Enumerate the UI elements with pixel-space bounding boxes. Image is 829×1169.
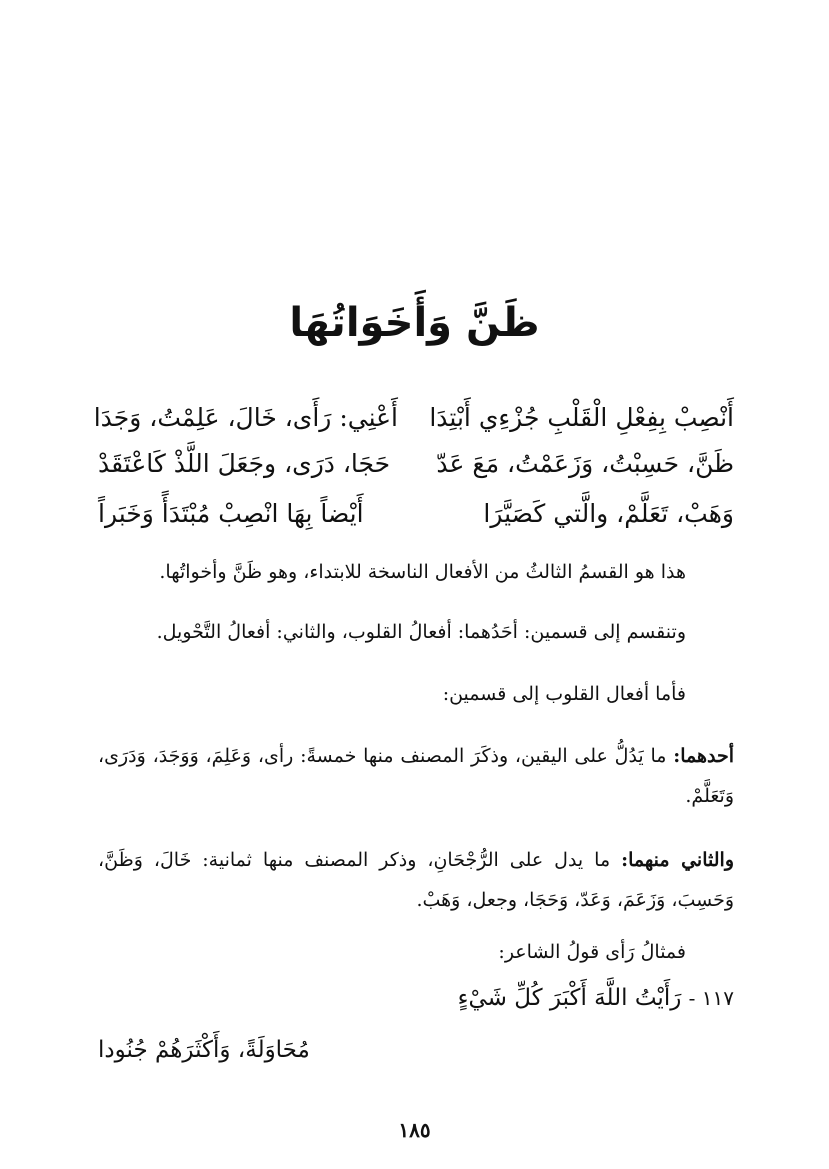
poem-line-2: مُحَاوَلَةً، وَأَكْثَرَهُمْ جُنُودا xyxy=(98,1037,310,1063)
paragraph-preponderance-text: ما يدل على الرُّجْحَانِ، وذكر المصنف منها ثمانية: خَالَ، وَظَنَّ، وَحَسِبَ، وَزَعَمَ، وَعَدّ، وَحَجَا، وجعل، وَهَبْ. xyxy=(98,849,734,911)
verse-3-first-hemistich: وَهَبْ، تَعَلَّمْ، والَّتي كَصَيَّرَا xyxy=(483,499,734,528)
paragraph-certainty-lead: أحدهما: xyxy=(673,745,734,767)
paragraph-example-intro: فمثالُ رَأى قولُ الشاعر: xyxy=(498,941,686,963)
paragraph-preponderance-lead: والثاني منهما: xyxy=(621,849,734,871)
poem-line-1 xyxy=(98,978,734,1018)
verse-1-second-hemistich: أَعْنِي: رَأَى، خَالَ، عَلِمْتُ، وَجَدَا xyxy=(93,403,398,432)
verse-3-second-hemistich: أَيْضاً بِهَا انْصِبْ مُبْتَدَأً وَخَبَراً xyxy=(98,499,364,528)
paragraph-division: وتنقسم إلى قسمين: أحَدُهما: أفعالُ القلوب، والثاني: أفعالُ التَّحْويل. xyxy=(156,621,686,643)
poem-number: ١١٧ - xyxy=(688,986,734,1010)
poem-first-hemistich: رَأَيْتُ اللَّهَ أَكْبَرَ كُلِّ شَيْءٍ xyxy=(457,985,682,1011)
verse-2-second-hemistich: حَجَا، دَرَى، وجَعَلَ اللَّذْ كَاعْتَقَدْ xyxy=(98,449,391,478)
verse-line-1 xyxy=(93,394,734,442)
verse-line-3 xyxy=(98,490,734,538)
verse-1-first-hemistich: أَنْصِبْ بِفِعْلِ الْقَلْبِ جُزْءِي أَبْتِدَا xyxy=(429,403,734,432)
verse-line-2 xyxy=(98,440,734,488)
paragraph-intro: هذا هو القسمُ الثالثُ من الأفعال الناسخة للابتداء، وهو ظَنَّ وأخواتُها. xyxy=(159,561,686,583)
paragraph-certainty xyxy=(98,736,734,816)
paragraph-certainty-text: ما يَدُلُّ على اليقين، وذكَرَ المصنف منها خمسةً: رأى، وَعَلِمَ، وَوَجَدَ، وَدَرَى، وَتَعَلَّمْ. xyxy=(98,745,734,807)
verse-2-first-hemistich: ظَنَّ، حَسِبْتُ، وَزَعَمْتُ، مَعَ عَدّ xyxy=(436,449,734,478)
chapter-title: ظَنَّ وَأَخَوَاتُهَا xyxy=(289,300,540,346)
page-number: ١٨٥ xyxy=(398,1118,431,1142)
paragraph-preponderance xyxy=(98,840,734,920)
paragraph-heart-verbs: فأما أفعال القلوب إلى قسمين: xyxy=(442,683,686,705)
